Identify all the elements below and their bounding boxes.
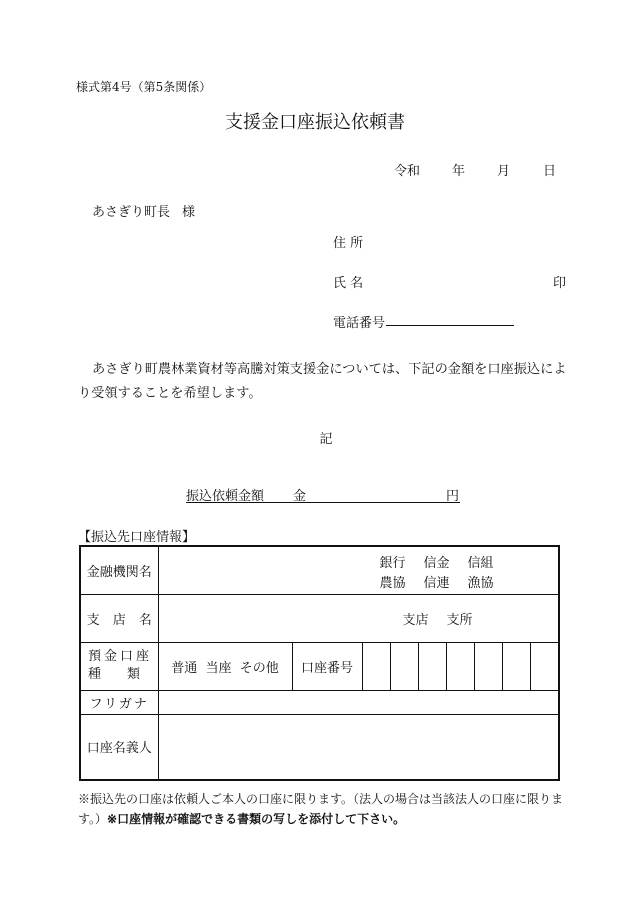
amount-input-line[interactable] <box>186 502 460 503</box>
addressee <box>92 201 195 220</box>
name-label: 氏 名 <box>333 276 364 291</box>
account-digit-2[interactable] <box>390 642 418 690</box>
institution-field[interactable] <box>158 546 559 594</box>
deposit-type-label <box>80 642 158 690</box>
section-title: 【振込先口座情報】 <box>78 530 196 545</box>
furigana-label: フリガナ <box>80 690 158 714</box>
type-nokyo: 農協 <box>379 576 406 592</box>
date-year: 年 <box>452 164 466 179</box>
holder-label: 口座名義人 <box>80 714 158 780</box>
amount-yen: 円 <box>446 489 460 504</box>
branch-label: 支 店 名 <box>80 594 158 642</box>
holder-field[interactable] <box>158 714 559 780</box>
account-number-label: 口座番号 <box>292 642 362 690</box>
amount-kin: 金 <box>293 489 307 504</box>
date-day: 日 <box>543 164 557 179</box>
account-digit-6[interactable] <box>503 642 531 690</box>
account-digit-7[interactable] <box>531 642 559 690</box>
deposit-options[interactable]: 普通 当座 その他 <box>158 642 292 690</box>
type-gyokyo: 漁協 <box>467 576 494 592</box>
branch-suffix: 支店 <box>402 613 429 628</box>
type-shinkin: 信金 <box>423 556 450 572</box>
row-furigana <box>80 690 559 714</box>
branch-field[interactable] <box>158 594 559 642</box>
deposit-label-line2: 種 類 <box>88 667 141 682</box>
row-holder <box>80 714 559 780</box>
document-title: 支援金口座振込依頼書 <box>225 112 405 133</box>
institution-label: 金融機関名 <box>80 546 158 594</box>
furigana-field[interactable] <box>158 690 559 714</box>
ki-mark: 記 <box>319 432 333 447</box>
note-part2: ※口座情報が確認できる書類の写しを添付して下さい。 <box>107 812 406 826</box>
note <box>78 789 578 829</box>
form-number: 様式第4号（第5条関係） <box>76 80 212 94</box>
row-branch <box>80 594 559 642</box>
type-shinkumi: 信組 <box>467 556 494 572</box>
note-part1: ※振込先の口座は依頼人ご本人の口座に限ります。（法人の場合は当該法人の口座に限ります。） <box>78 792 564 826</box>
type-bank: 銀行 <box>379 556 406 572</box>
date-era: 令和 <box>394 164 421 179</box>
row-institution <box>80 546 559 594</box>
account-digit-5[interactable] <box>475 642 503 690</box>
seal-mark: 印 <box>553 276 567 291</box>
account-info-table <box>79 545 560 781</box>
row-deposit <box>80 642 559 690</box>
addressee-honorific: 様 <box>182 205 196 220</box>
date-month: 月 <box>497 164 511 179</box>
type-shinren: 信連 <box>423 576 450 592</box>
office-suffix: 支所 <box>446 613 473 628</box>
account-digit-1[interactable] <box>362 642 390 690</box>
addressee-name: あさぎり町長 <box>92 205 171 220</box>
phone-input-line[interactable] <box>386 325 514 326</box>
account-digit-3[interactable] <box>418 642 446 690</box>
address-label: 住 所 <box>333 236 364 251</box>
amount-label: 振込依頼金額 <box>186 489 265 504</box>
request-text: あさぎり町農林業資材等高騰対策支援金については、下記の金額を口座振込により受領することを希望します。 <box>78 362 567 401</box>
phone-label: 電話番号 <box>333 316 386 331</box>
deposit-label-line1: 預金口座 <box>88 649 153 664</box>
account-digit-4[interactable] <box>446 642 474 690</box>
